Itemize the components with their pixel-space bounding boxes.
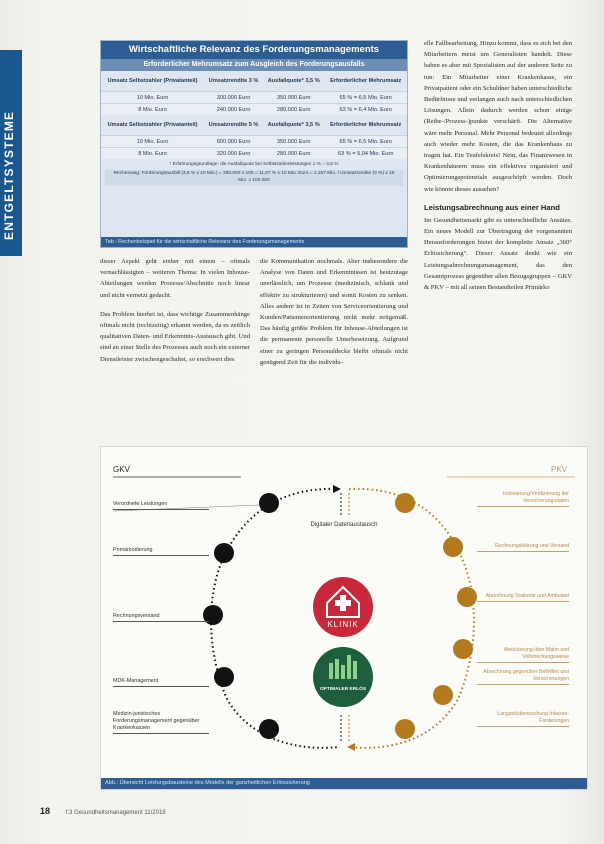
- bar-chart-icon: [347, 655, 351, 679]
- relevance-table: [100, 40, 408, 248]
- pkv-heading: PKV: [550, 465, 567, 474]
- process-diagram: [100, 446, 588, 790]
- gkv-step-dot: [214, 667, 234, 687]
- gkv-label: Rechnungsversand: [113, 613, 209, 622]
- table-footnote: * Erfahrungsgrundlage: die Ausfallquote bei Selbstzahlerleistungen 1 % – 3,5 %: [169, 162, 339, 167]
- gkv-step-dot: [259, 493, 279, 513]
- table-subtitle: Erforderlicher Mehrumsatz zum Ausgleich des Forderungsausfalls: [101, 59, 407, 71]
- pkv-label: Abrechnung Stationär und Ambulant: [477, 593, 569, 602]
- pkv-label: Rechnungsklärung und Versand: [477, 543, 569, 552]
- table-title: Wirtschaftliche Relevanz des Forderungsmanagements: [101, 41, 407, 59]
- table-cell: 600.000 Euro: [204, 136, 263, 148]
- bar-chart-icon: [353, 661, 357, 679]
- bar-chart-icon: [335, 659, 339, 679]
- table-block-1: [101, 71, 407, 159]
- table-row: [101, 136, 407, 148]
- gkv-heading: GKV: [113, 465, 130, 474]
- text-column-3: [424, 38, 572, 301]
- table-cell: 8 Mio. Euro: [101, 104, 204, 116]
- table-header: Ausfallquote* 3,5 %: [263, 115, 324, 136]
- gkv-label: Medizin-juristisches Forderungsmanagement gegenüber Krankenkassen: [113, 711, 209, 734]
- table-cell: 280.000 Euro: [263, 104, 324, 116]
- table-cell: 63 % = 6,4 Mio. Euro: [324, 104, 407, 116]
- klinik-label: KLINIK: [327, 620, 359, 629]
- pkv-step-dot: [395, 719, 415, 739]
- cross-icon: [335, 600, 351, 606]
- table-calculation-note: Rechenweg: Forderungsausfall (3,5 % x 10 Mio.) = 350.000 x 100 = 11,67 % x 10 Mio. Euro = 1,167 Mio. / Umsatzrendite (3 %) x 10 Mio. x 100.000: [105, 170, 403, 185]
- page-footer: [40, 806, 166, 816]
- table-header: Umsatzrendite 5 %: [204, 115, 263, 136]
- table-header: Erforderlicher Mehrumsatz: [324, 71, 407, 92]
- table-row: [101, 92, 407, 104]
- text-column-2: [260, 256, 408, 376]
- pkv-label: Langzeitüberwachung Inkasso-Forderungen: [477, 711, 569, 727]
- table-cell: 10 Mio. Euro: [101, 136, 204, 148]
- table-cell: 8 Mio. Euro: [101, 148, 204, 160]
- table-header: Ausfallquote* 3,5 %: [263, 71, 324, 92]
- arrow-icon: [347, 743, 355, 751]
- arrow-icon: [333, 485, 341, 493]
- bar-chart-icon: [329, 663, 333, 679]
- table-cell: 320.000 Euro: [204, 148, 263, 160]
- table-row: [101, 104, 407, 116]
- gkv-step-dot: [259, 719, 279, 739]
- pkv-step-dot: [395, 493, 415, 513]
- gkv-step-dot: [214, 543, 234, 563]
- section-heading: Leistungsabrechnung aus einer Hand: [424, 202, 560, 212]
- section-tab-label: ENTGELTSYSTEME: [2, 110, 16, 240]
- paragraph: elle Fallbearbeitung. Hinzu kommt, dass es sich bei den Mitarbeitern meist um Generalisten handelt. Diese haben es aber mit Spezialisten auf der anderen Seite zu tun: Ein Mitarbeiter einer Krankenkasse, ein Privatpatient oder ein Schuldner haben unterschiedliche Bedürfnisse und verlangen auch nach unterschiedlichen Lösungen. Allein dadurch werden schon einige (Reibe-/Prozess-)punkte verschärft. Die Alternative wäre mehr Personal. Mehr Personal bedeutet allerdings auch wieder mehr Kosten, die das Krankenhaus zu tragen hat. Ein Teufelskreis! Nein, das Finanzwesen in Krankenhäusern muss ein effektives organisiert und Optimierungspotenziale ausgeschöpft werden. Doch wie könnte dieses aussehen?: [424, 40, 572, 193]
- erloes-label: OPTIMALER ERLÖS: [319, 687, 367, 692]
- table-cell: 350.000 Euro: [263, 92, 324, 104]
- pkv-step-dot: [433, 685, 453, 705]
- publication-name: f.3 Gesundheitsmanagement 11/2018: [65, 810, 166, 816]
- gkv-label: MDK-Management: [113, 678, 209, 687]
- table-cell: 63 % = 5,04 Mio. Euro: [324, 148, 407, 160]
- pkv-label: Indexierung/Verifizierung der Versicherungsdaten: [477, 491, 569, 507]
- pkv-label: Abrechnung gegenüber Beihilfen und Versicherungen: [477, 669, 569, 685]
- table-cell: 65 % = 6,5 Mio. Euro: [324, 136, 407, 148]
- pkv-label: Absicherung über Mahn und Vollstreckungsweise: [477, 647, 569, 663]
- gkv-label: Verordnete Leistungen: [113, 501, 209, 510]
- table-cell: 350.000 Euro: [263, 136, 324, 148]
- table-header: Umsatz Selbstzahler (Privatanteil): [101, 71, 204, 92]
- pkv-step-dot: [453, 639, 473, 659]
- table-header: Umsatzrendite 3 %: [204, 71, 263, 92]
- bar-chart-icon: [341, 665, 345, 679]
- table-cell: 300.000 Euro: [204, 92, 263, 104]
- table-cell: 240.000 Euro: [204, 104, 263, 116]
- table-cell: 280.000 Euro: [263, 148, 324, 160]
- table-caption: Tab.: Rechenbeispiel für die wirtschaftliche Relevanz des Forderungsmanagements: [101, 237, 407, 247]
- pkv-step-dot: [457, 587, 477, 607]
- page-number: 18: [40, 806, 51, 816]
- table-header: Umsatz Selbstzahler (Privatanteil): [101, 115, 204, 136]
- diagram-caption: Abb.: Übersicht Leistungsbausteine des Modells der ganzheitlichen Erlössicherung: [101, 778, 587, 789]
- paragraph: Im Gesundheitsmarkt gibt es unterschiedliche Ansätze. Ein neues Modell zur Übertragung der vorgenannten Herausforderungen bietet der komplette Ansatz „360° Erlössicherung“. Dieser Ansatz denkt wie ein Leistungsabrechnungsmanagement, das den Gesamtprozess gegenüber allen Bezugsgruppen – GKV & PKV – mit all seinen Bestandteilen Primärko: [424, 216, 572, 292]
- paragraph: dieser Aspekt geht einher mit einem – oftmals vernachlässigten – weiteren Thema: In vielen Inhouse-Abteilungen werden Prozesse/Abschnitte noch linear und nicht vernetzt gedacht.: [100, 258, 250, 299]
- paragraph: die Kommunikation nochmals. Aber insbesondere die Analyse von Daten und Erkenntnissen ist heutzutage unerlässlich, um Prozesse (medizinisch, schlank und effektiv zu strukturieren) und somit Kosten zu senken. Alles andere ist in Zeiten von Serviceorientierung und Kunden/Patientenorientierung nicht mehr zeitgemäß. Das häufig größte Problem für Inhouse-Abteilungen ist die permanente personelle Unterbesetzung. Aufgrund einer zu geringen Personaldecke bleibt oftmals nicht genügend Zeit für die individu-: [260, 258, 408, 366]
- data-exchange-label: Digitaler Datenaustausch: [310, 522, 378, 528]
- table-row: [101, 148, 407, 160]
- gkv-label: Primärkodierung: [113, 547, 209, 556]
- table-cell: 65 % = 6,5 Mio. Euro: [324, 92, 407, 104]
- table-header: Erforderlicher Mehrumsatz: [324, 115, 407, 136]
- paragraph: Das Problem hierbei ist, dass wichtige Zusammenhänge oftmals nicht (rechtzeitig) erkannt werden, da es zeitlich qualitativen Daten- und Erkenntnis-Austausch gibt. Und sind an einer Stelle des Prozesses auch noch ein externer Dienstleister zwischengeschaltet, so erschwert dies: [100, 310, 250, 363]
- pkv-step-dot: [443, 537, 463, 557]
- section-tab: [0, 50, 22, 256]
- text-column-1: [100, 256, 250, 373]
- table-cell: 10 Mio. Euro: [101, 92, 204, 104]
